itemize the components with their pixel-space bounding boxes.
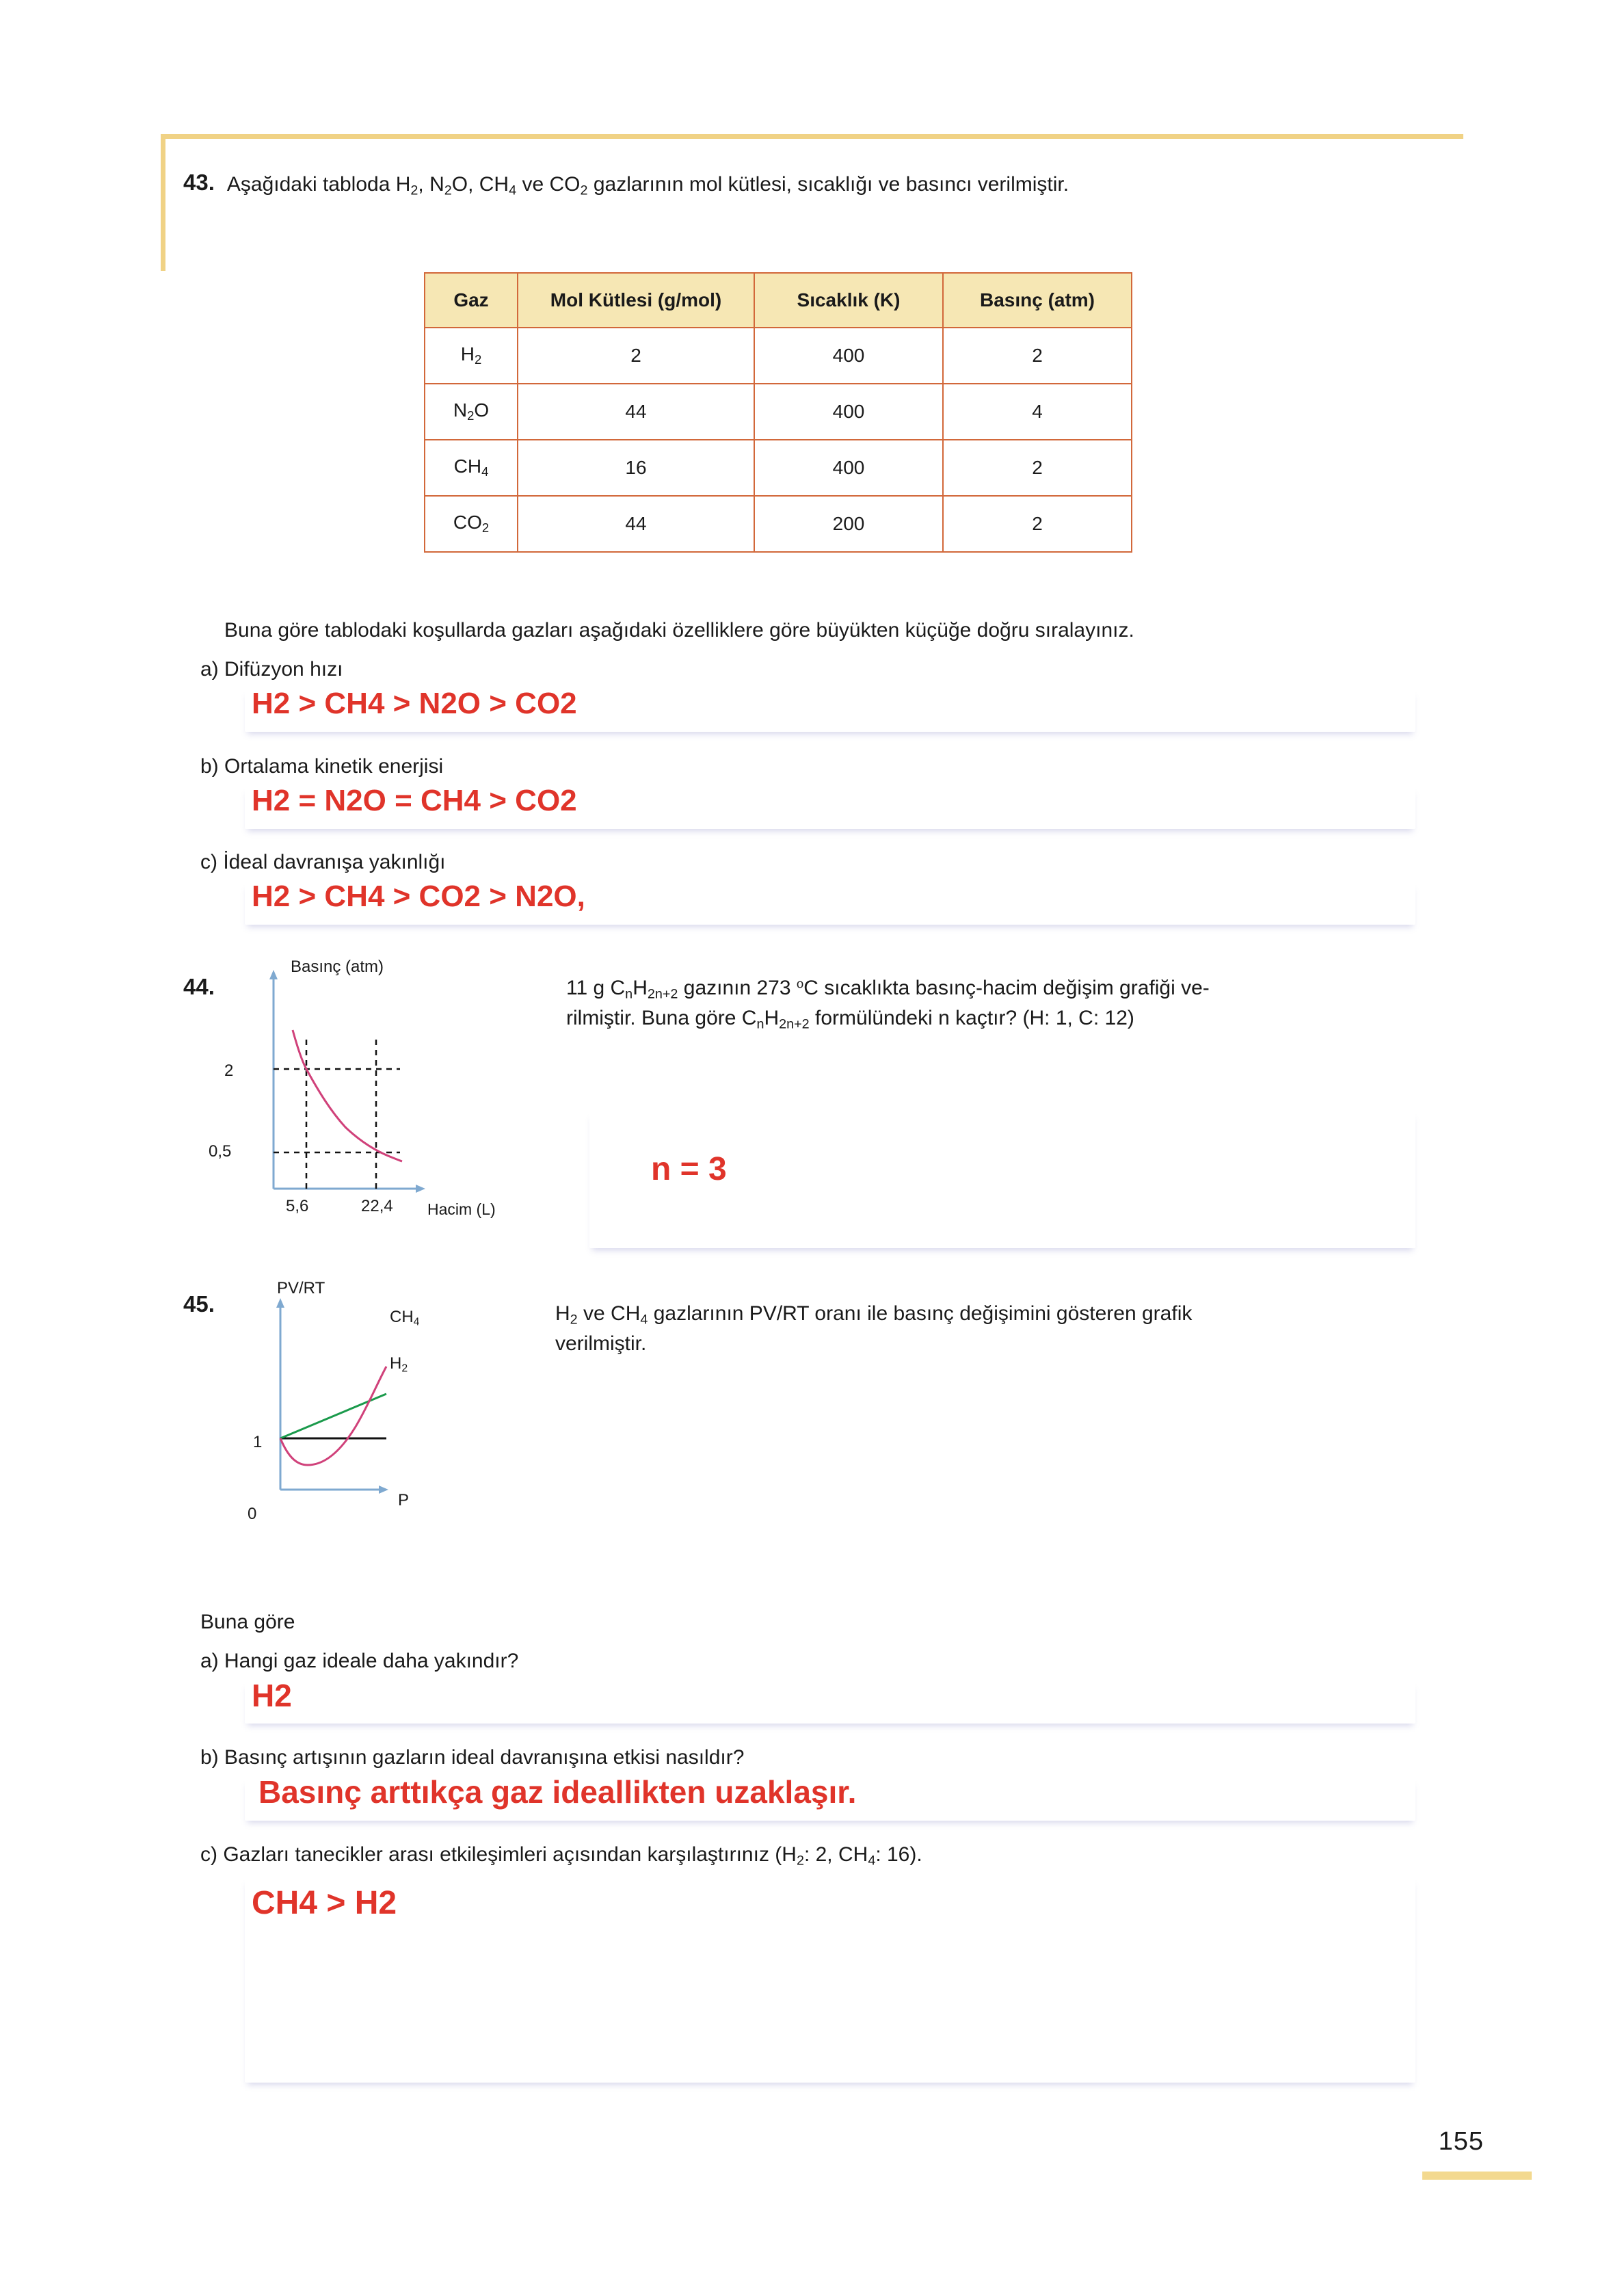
answer-text-45c: CH4 > H2 [252,1885,397,1921]
page-border-top [161,134,1463,139]
cell-temperature: 400 [754,384,943,440]
table-header-row [425,273,1132,328]
table-row [425,440,1132,496]
chart-45-y-tick-1: 1 [253,1433,263,1451]
cell-pressure: 2 [943,496,1132,552]
question-43-number: 43. [183,170,215,195]
question-43-statement: Aşağıdaki tabloda $H_2$, $N_2O$, $CH_4$ ve $CO_2$ gazlarının mol kütlesi, sıcaklığı ve basıncı verilmiştir. [226,173,1069,198]
answer-text-43c: H2 > CH4 > CO2 > N2O, [252,880,585,913]
answer-text-43a: H2 > CH4 > N2O > CO2 [252,687,577,720]
cell-molar-mass: 44 [518,384,754,440]
chart-44-y-tick-2: 2 [224,1061,234,1080]
question-43-part-a-label: a) Difüzyon hızı [200,658,343,681]
chart-44-x-axis-label: Hacim (L) [427,1200,496,1218]
chart-44-y-axis-label: Basınç (atm) [291,958,384,976]
cell-temperature: 400 [754,440,943,496]
cell-pressure: 2 [943,328,1132,384]
question-43-prompt: Buna göre tablodaki koşullarda gazları aşağıdaki özelliklere göre büyükten küçüğe doğru sıralayınız. [224,619,1134,642]
question-45-part-a-label: a) Hangi gaz ideale daha yakındır? [200,1650,519,1672]
cell-gas: $H_2$ [425,328,518,384]
chart-45-compressibility [248,1279,554,1539]
question-45-part-b-label: b) Basınç artışının gazların ideal davranışına etkisi nasıldır? [200,1746,745,1769]
column-header-pressure: Basınç (atm) [943,273,1132,328]
answer-text-44: n = 3 [651,1151,727,1187]
column-header-gas: Gaz [425,273,518,328]
answer-box-45a[interactable] [245,1681,1415,1724]
cell-molar-mass: 44 [518,496,754,552]
page-border-left [161,134,165,271]
answer-box-45c[interactable] [245,1877,1415,2083]
page-footer-rule [1422,2172,1532,2180]
page-number: 155 [1438,2127,1484,2156]
cell-molar-mass: 2 [518,328,754,384]
cell-pressure: 4 [943,384,1132,440]
answer-text-45a: H2 [252,1678,292,1713]
cell-temperature: 200 [754,496,943,552]
chart-45-y-axis-label: PV/RT [277,1279,325,1297]
cell-temperature: 400 [754,328,943,384]
chart-44-pressure-volume [209,958,561,1231]
question-45-number: 45. [183,1291,215,1317]
chart-45-plot [260,1279,533,1512]
question-43-header [183,170,1455,200]
question-43-part-c-label: c) İdeal davranışa yakınlığı [200,851,446,873]
chart-45-series-label-ch4: $CH_4$ [390,1308,420,1328]
chart-45-x-axis-label: P [398,1491,410,1509]
table-row [425,328,1132,384]
chart-44-x-tick-56: 5,6 [286,1197,309,1215]
question-44-statement: 11 g $C_nH_{2n+2}$ gazının 273 $^o$C sıcaklıkta basınç-hacim değişim grafiği ve- rilmiştir. Buna göre $C_nH_{2n+2}$ formülündeki n kaçtır? (H: 1, C: 12) [566,976,1210,1032]
chart-44-x-tick-224: 22,4 [361,1197,393,1215]
question-45-part-c-label: c) Gazları tanecikler arası etkileşimleri açısından karşılaştırınız ($H_2$: 2, $CH_4$: 16). [200,1843,922,1869]
answer-text-43b: H2 = N2O = CH4 > CO2 [252,784,577,817]
chart-44-y-tick-05: 0,5 [209,1142,232,1161]
gas-properties-table [424,272,1132,553]
answer-text-45b: Basınç arttıkça gaz ideallikten uzaklaşır. [258,1774,857,1810]
column-header-temperature: Sıcaklık (K) [754,273,943,328]
chart-45-series-label-h2: $H_2$ [390,1354,408,1375]
cell-gas: $N_2O$ [425,384,518,440]
cell-pressure: 2 [943,440,1132,496]
cell-molar-mass: 16 [518,440,754,496]
question-43-part-b-label: b) Ortalama kinetik enerjisi [200,755,444,778]
question-45-statement: $H_2$ ve $CH_4$ gazlarının PV/RT oranı ile basınç değişimini gösteren grafik verilmiştir. [555,1302,1193,1355]
question-44-number: 44. [183,974,215,999]
cell-gas: $CH_4$ [425,440,518,496]
question-45-prompt: Buna göre [200,1611,295,1633]
cell-gas: $CO_2$ [425,496,518,552]
chart-45-y-tick-0: 0 [248,1505,257,1523]
column-header-molar-mass: Mol Kütlesi (g/mol) [518,273,754,328]
table-row [425,384,1132,440]
chart-44-plot [260,958,533,1231]
table-row [425,496,1132,552]
